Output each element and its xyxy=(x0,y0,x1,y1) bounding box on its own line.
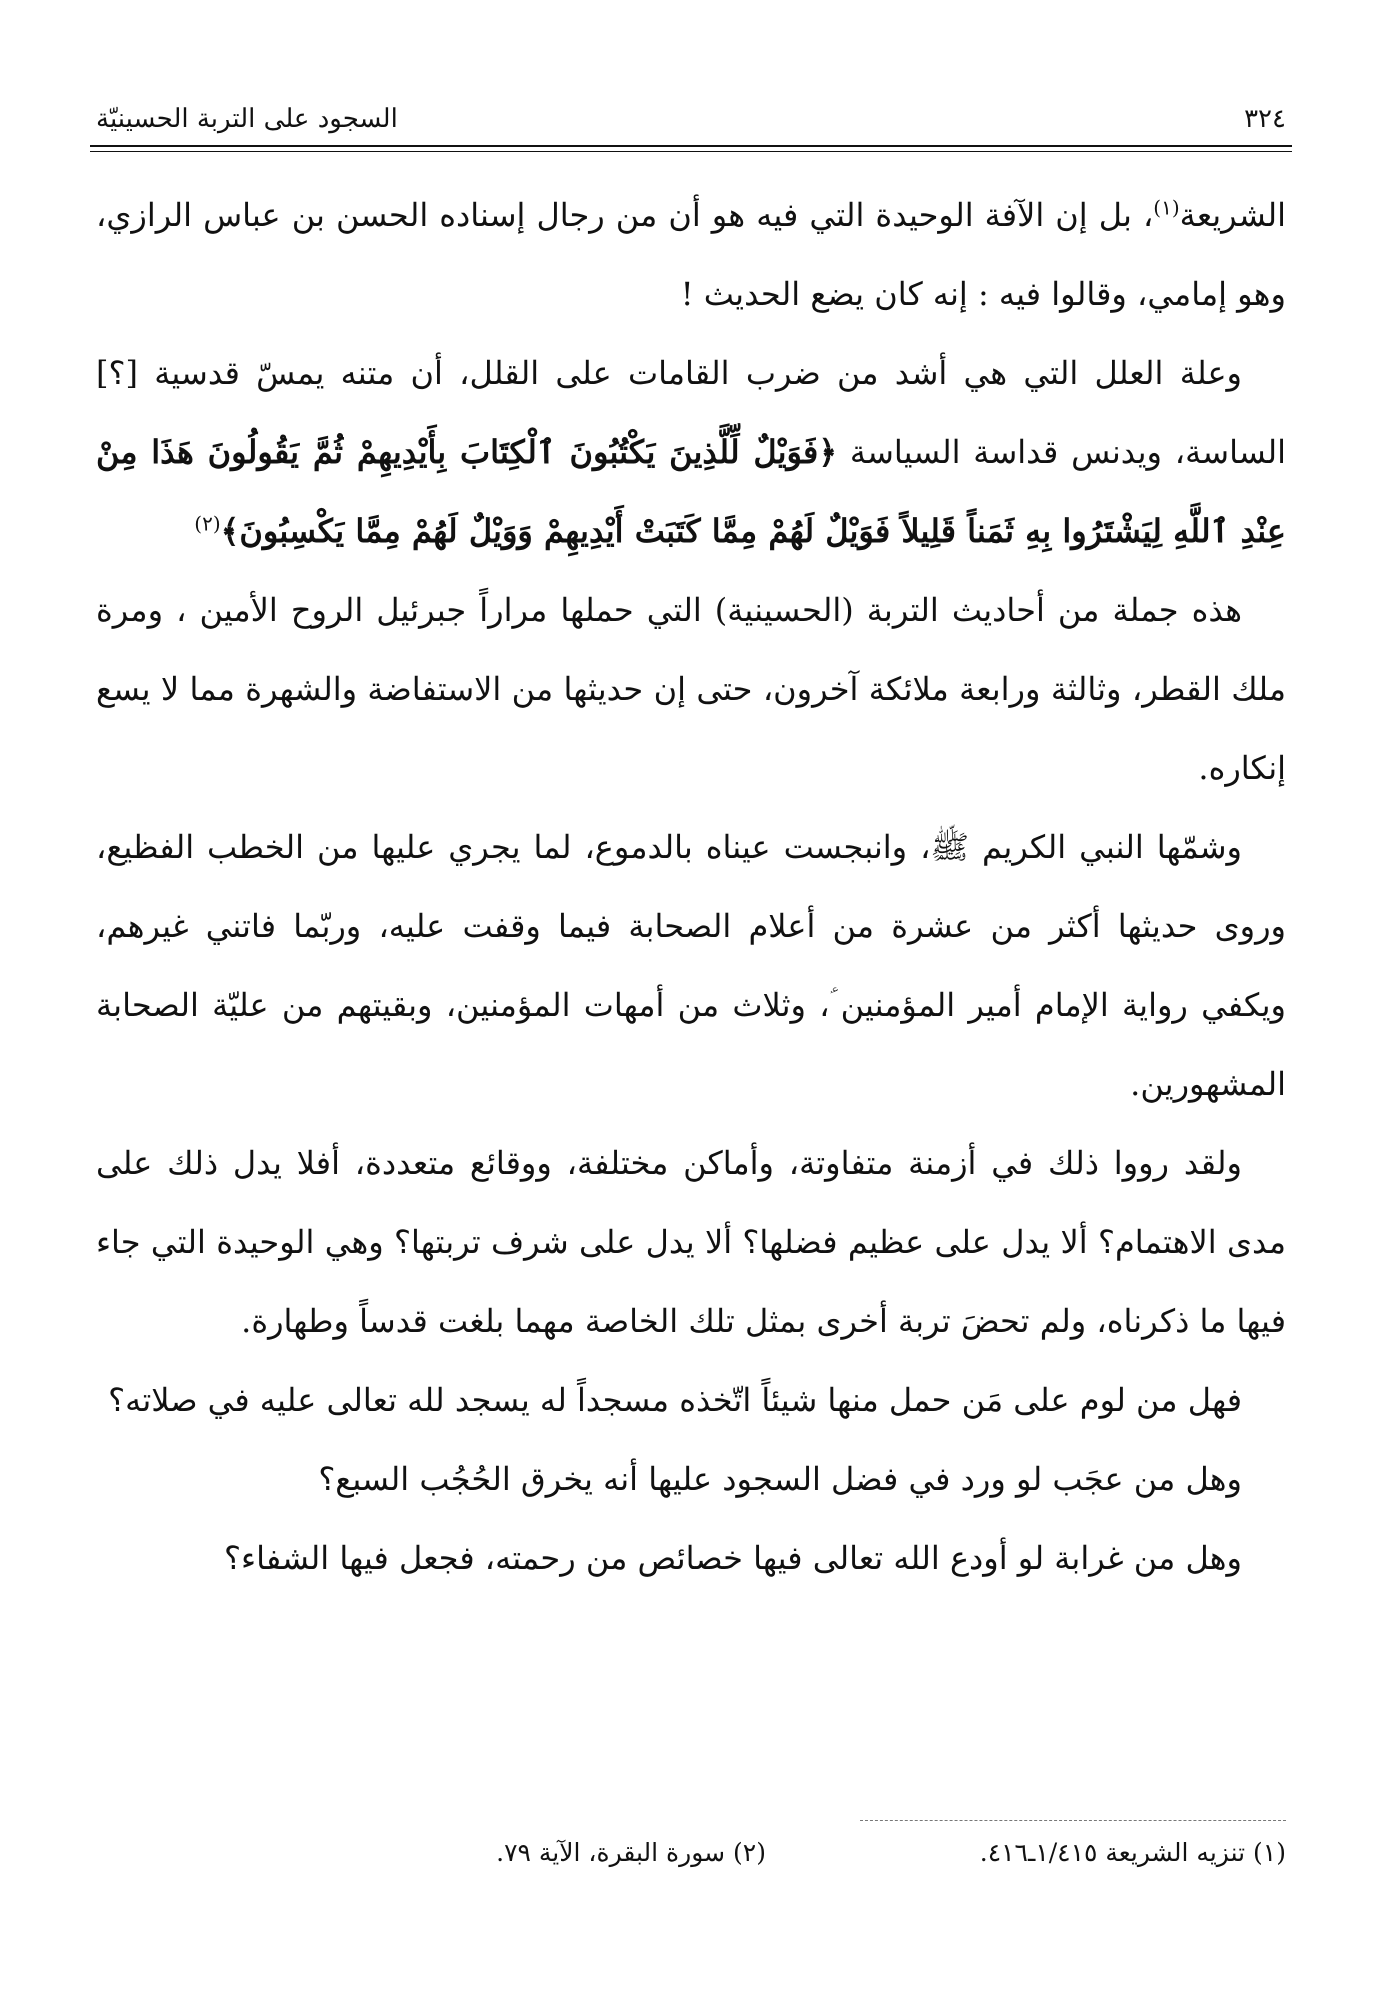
footnote: (١) تنزيه الشريعة ١/٤١٥ـ٤١٦. xyxy=(979,1838,1286,1867)
page-header xyxy=(96,100,1286,144)
footnote: (٢) سورة البقرة، الآية ٧٩. xyxy=(496,1838,766,1867)
paragraph: فهل من لوم على مَن حمل منها شيئاً اتّخذه مسجداً له يسجد لله تعالى عليه في صلاته؟ xyxy=(108,1381,1242,1419)
paragraph: ولقد رووا ذلك في أزمنة متفاوتة، وأماكن مختلفة، ووقائع متعددة، أفلا يدل ذلك على مدى الاهتمام؟ ألا يدل على عظيم فضلها؟ ألا يدل على شرف تربتها؟ وهي الوحيدة التي جاء فيها ما ذكرناه، ولم تحضَ تربة أخرى بمثل تلك الخاصة مهما بلغت قدساً وطهارة. xyxy=(96,1144,1286,1340)
running-title: السجود على التربة الحسينيّة xyxy=(96,104,398,134)
paragraph: الشريعة$^{(١)}$، بل إن الآفة الوحيدة التي فيه هو أن من رجال إسناده الحسن بن عباس الرازي، وهو إمامي، وقالوا فيه : إنه كان يضع الحديث ! xyxy=(96,195,1287,313)
footnote-separator xyxy=(860,1820,1286,1821)
paragraph: وعلة العلل التي هي أشد من ضرب القامات على القلل، أن متنه يمسّ قدسية [؟] الساسة، ويدنس قداسة السياسة ﴿فَوَيْلٌ لِّلَّذِينَ يَكْتُبُونَ ٱلْكِتَابَ بِأَيْدِيهِمْ ثُمَّ يَقُولُونَ هَذَا مِنْ عِنْدِ ٱللَّهِ لِيَشْتَرُوا بِهِ ثَمَناً قَلِيلاً فَوَيْلٌ لَهُمْ مِمَّا كَتَبَتْ أَيْدِيهِمْ وَوَيْلٌ لَهُمْ مِمَّا يَكْسِبُونَ﴾$^{(٢)}$ xyxy=(96,354,1287,550)
quran-verse: ﴿فَوَيْلٌ لِّلَّذِينَ يَكْتُبُونَ ٱلْكِتَابَ بِأَيْدِيهِمْ ثُمَّ يَقُولُونَ هَذَا مِنْ عِنْدِ ٱللَّهِ لِيَشْتَرُوا بِهِ ثَمَناً قَلِيلاً فَوَيْلٌ لَهُمْ مِمَّا كَتَبَتْ أَيْدِيهِمْ وَوَيْلٌ لَهُمْ مِمَّا يَكْسِبُونَ﴾ xyxy=(96,433,1286,550)
header-rule-thin xyxy=(90,151,1292,152)
footnote-ref: (١) xyxy=(1153,195,1180,220)
footnotes xyxy=(96,1838,1286,1882)
body-text xyxy=(96,176,1286,1598)
page-number: ٣٢٤ xyxy=(1244,104,1286,134)
paragraph: هذه جملة من أحاديث التربة (الحسينية) التي حملها مراراً جبرئيل الروح الأمين ، ومرة ملك القطر، وثالثة ورابعة ملائكة آخرون، حتى إن حديثها من الاستفاضة والشهرة مما لا يسع إنكاره. xyxy=(96,591,1287,787)
paragraph: وهل من عجَب لو ورد في فضل السجود عليها أنه يخرق الحُجُب السبع؟ xyxy=(318,1460,1242,1498)
paragraph: وهل من غرابة لو أودع الله تعالى فيها خصائص من رحمته، فجعل فيها الشفاء؟ xyxy=(224,1539,1242,1577)
paragraph: وشمّها النبي الكريم ﷺ، وانبجست عيناه بالدموع، لما يجري عليها من الخطب الفظيع، وروى حديثها أكثر من عشرة من أعلام الصحابة فيما وقفت عليه، وربّما فاتني غيرهم، ويكفي رواية الإمام أمير المؤمنين ؑ، وثلاث من أمهات المؤمنين، وبقيتهم من عليّة الصحابة المشهورين. xyxy=(96,828,1286,1103)
header-rule xyxy=(90,145,1292,147)
footnote-ref: (٢) xyxy=(194,511,221,536)
